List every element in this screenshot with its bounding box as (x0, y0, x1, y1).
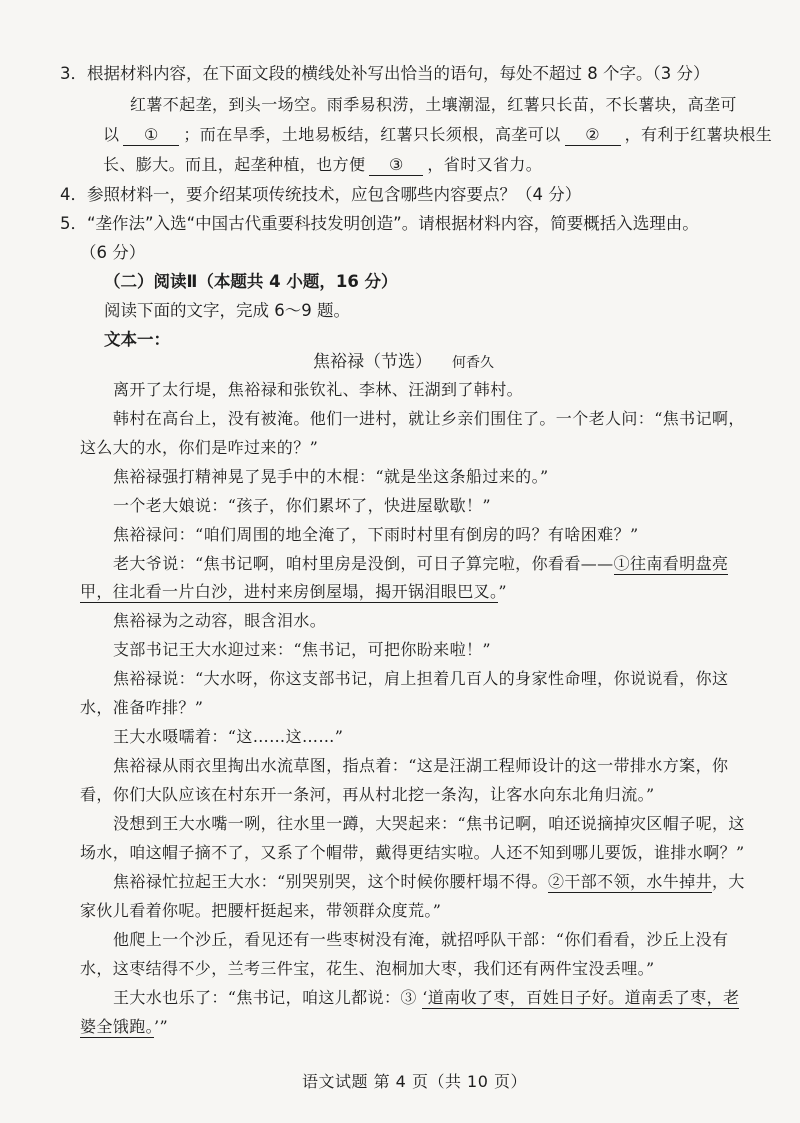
article-line: 场水，咱这帽子摘不了，又系了个帽带，戴得更结实啦。人还不知到哪儿要饭，谁排水啊？” (80, 843, 745, 862)
article-line: 焦裕禄说：“大水呀，你这支部书记，肩上担着几百人的身家性命哩，你说说看，你这 (113, 669, 729, 688)
question-5-score: （6 分） (80, 243, 146, 262)
underlined-phrase-1-cont: 甲，往北看一片白沙，进村来房倒屋塌，揭开锅泪眼巴叉。 (80, 582, 499, 601)
article-line: 他爬上一个沙丘，看见还有一些枣树没有淹，就招呼队干部：“你们看看，沙丘上没有 (113, 930, 729, 949)
article-line: 韩村在高台上，没有被淹。他们一进村，就让乡亲们围住了。一个老人问：“焦书记啊， (113, 409, 745, 428)
article-text: ，大 (712, 872, 745, 891)
article-line (113, 552, 728, 576)
article-author: 何香久 (452, 355, 494, 371)
text-label: 文本一： (104, 330, 170, 349)
q3-text: 以 (103, 125, 120, 144)
underlined-phrase-1: ①往南看明盘亮 (613, 554, 729, 573)
article-line: 焦裕禄从雨衣里掏出水流草图，指点着：“这是汪湖工程师设计的这一带排水方案，你 (113, 756, 729, 775)
article-line: 焦裕禄为之动容，眼含泪水。 (113, 611, 327, 630)
article-title: 焦裕禄（节选） (313, 352, 432, 372)
article-line (113, 986, 739, 1010)
article-line: 支部书记王大水迎过来：“焦书记，可把你盼来啦！” (113, 640, 491, 659)
q3-text: 长、膨大。而且，起垄种植，也方便 (103, 155, 366, 174)
article-text: 王大水也乐了：“焦书记，咱这儿都说：③ (113, 988, 423, 1007)
article-line (80, 580, 507, 604)
article-line: 家伙儿看着你呢。把腰杆挺起来，带领群众度荒。” (80, 901, 442, 920)
article-line: 这么大的水，你们是咋过来的？” (80, 438, 319, 457)
article-text: 老大爷说：“焦书记啊，咱村里房是没倒，可日子算完啦，你看看—— (113, 554, 614, 573)
question-3-prompt: 3．根据材料内容，在下面文段的横线处补写出恰当的语句，每处不超过 8 个字。（3 分） (60, 64, 710, 83)
section-heading: （二）阅读Ⅱ（本题共 4 小题，16 分） (104, 272, 398, 291)
blank-2[interactable]: ② (565, 125, 621, 146)
article-heading (313, 350, 494, 375)
article-line: 看，你们大队应该在村东开一条河，再从村北挖一条沟，让客水向东北角归流。” (80, 785, 655, 804)
q3-passage-line-2 (103, 123, 772, 147)
question-5-prompt: 5．“垄作法”入选“中国古代重要科技发明创造”。请根据材料内容，简要概括入选理由。 (60, 214, 699, 233)
article-line: 焦裕禄问：“咱们周围的地全淹了，下雨时村里有倒房的吗？有啥困难？” (113, 525, 639, 544)
underlined-phrase-3-cont: 婆全饿跑。 (80, 1017, 155, 1036)
question-4-prompt: 4．参照材料一，要介绍某项传统技术，应包含哪些内容要点？（4 分） (60, 185, 582, 204)
underlined-phrase-3: ‘道南收了枣，百姓日子好。道南丢了枣，老 (422, 988, 740, 1007)
article-text: 焦裕禄忙拉起王大水：“别哭别哭，这个时候你腰杆塌不得。 (113, 872, 548, 891)
page-footer: 语文试题 第 4 页（共 10 页） (302, 1072, 527, 1091)
underlined-phrase-2: ②干部不领，水牛掉井 (547, 872, 712, 891)
article-line: 离开了太行堤，焦裕禄和张钦礼、李林、汪湖到了韩村。 (113, 380, 524, 399)
section-instruction: 阅读下面的文字，完成 6～9 题。 (104, 301, 350, 320)
article-line: 焦裕禄强打精神晃了晃手中的木棍：“就是坐这条船过来的。” (113, 467, 549, 486)
article-text: ” (498, 582, 507, 601)
q3-text: ；而在旱季，土地易板结，红薯只长须根，高垄可以 (183, 125, 561, 144)
q3-passage-line-1: 红薯不起垄，到头一场空。雨季易积涝，土壤潮湿，红薯只长苗，不长薯块，高垄可 (130, 95, 737, 114)
q3-text: ，省时又省力。 (427, 155, 543, 174)
q3-text: ，有利于红薯块根生 (624, 125, 773, 144)
article-text: ’” (154, 1017, 169, 1036)
article-line: 王大水嗫嚅着：“这……这……” (113, 727, 344, 746)
article-line (80, 1015, 168, 1039)
q3-passage-line-3 (103, 153, 542, 177)
article-line: 水，这枣结得不少，兰考三件宝，花生、泡桐加大枣，我们还有两件宝没丢哩。” (80, 959, 655, 978)
article-line: 没想到王大水嘴一咧，往水里一蹲，大哭起来：“焦书记啊，咱还说摘掉灾区帽子呢，这 (113, 814, 745, 833)
blank-1[interactable]: ① (123, 125, 179, 146)
article-line: 一个老大娘说：“孩子，你们累坏了，快进屋歇歇！” (113, 496, 491, 515)
blank-3[interactable]: ③ (369, 155, 423, 176)
article-line: 水，准备咋排？” (80, 698, 204, 717)
article-line (113, 870, 745, 894)
